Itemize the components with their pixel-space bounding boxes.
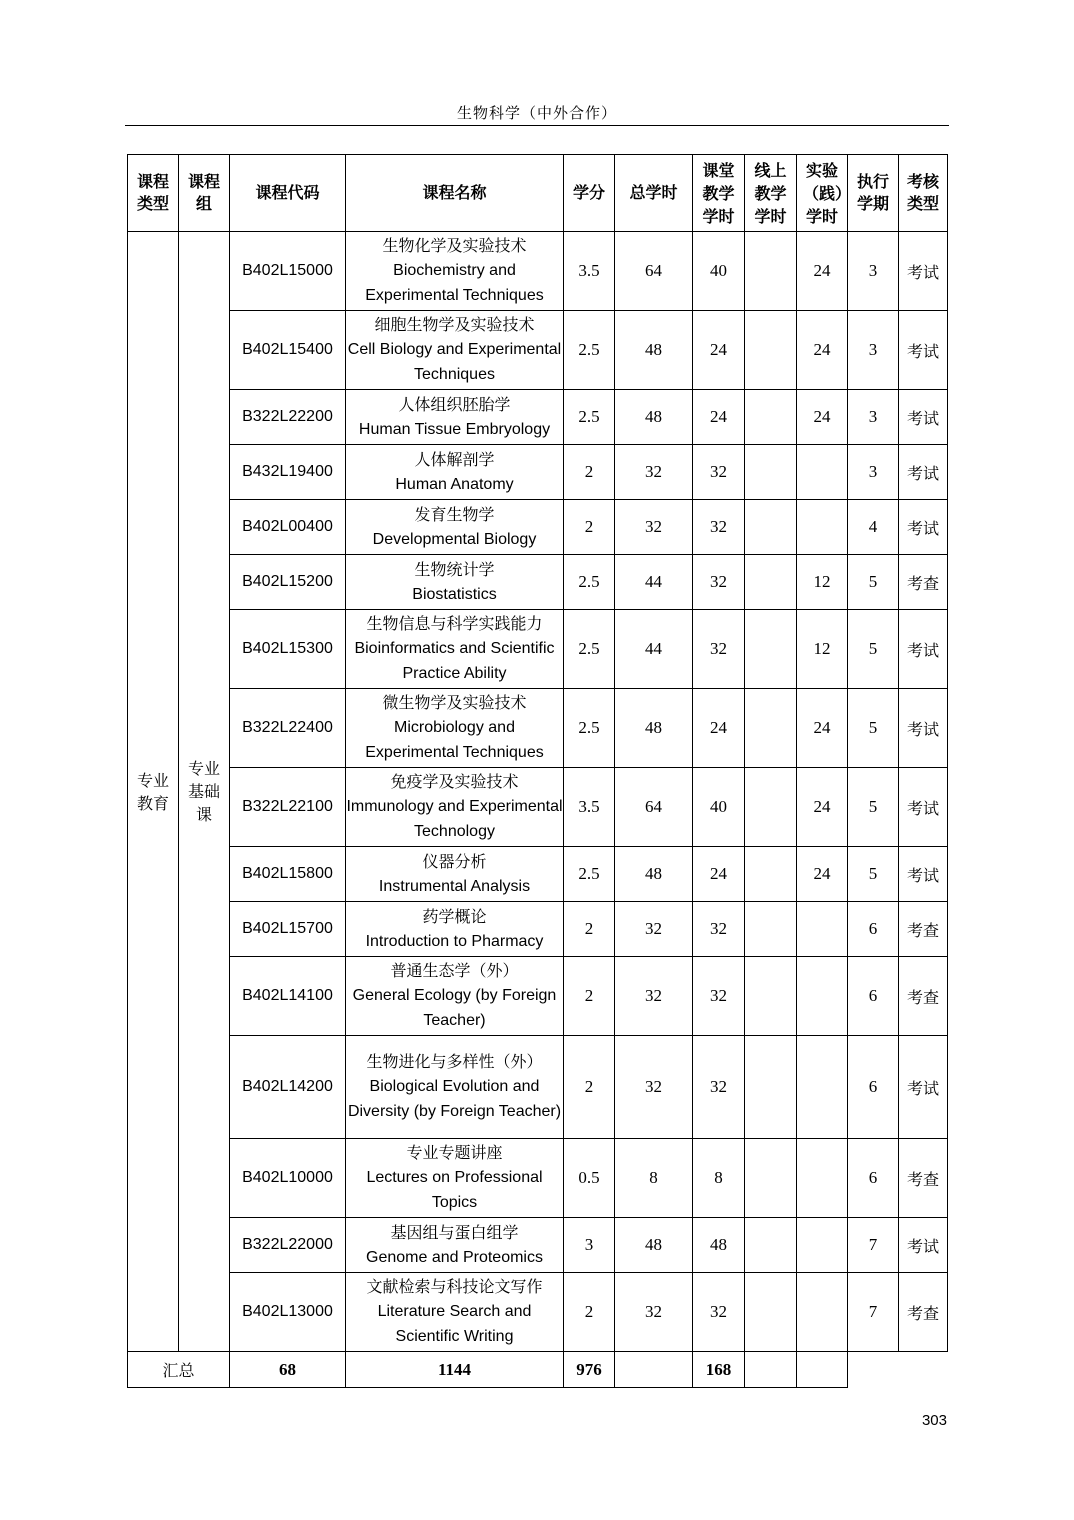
course-online-hours xyxy=(745,902,797,957)
course-online-hours xyxy=(745,311,797,390)
course-semester: 7 xyxy=(848,1218,899,1273)
course-credit: 2.5 xyxy=(564,610,615,689)
course-name-en: Literature Search and Scientific Writing xyxy=(377,1303,532,1345)
course-name-en: Human Tissue Embryology xyxy=(358,420,551,438)
table-row xyxy=(128,311,948,390)
total-total-hours: 1144 xyxy=(346,1352,564,1388)
course-name xyxy=(346,500,564,555)
col-header-credit: 学分 xyxy=(564,155,615,232)
course-name xyxy=(346,847,564,902)
course-total-hours: 48 xyxy=(615,689,693,768)
total-semester xyxy=(745,1352,797,1388)
course-semester: 3 xyxy=(848,232,899,311)
course-exam-type: 考查 xyxy=(899,902,948,957)
course-code: B402L15300 xyxy=(230,610,346,689)
course-class-hours: 24 xyxy=(693,689,745,768)
course-code: B322L22200 xyxy=(230,390,346,445)
course-online-hours xyxy=(745,1218,797,1273)
course-code: B402L15000 xyxy=(230,232,346,311)
course-credit: 3.5 xyxy=(564,768,615,847)
course-lab-hours: 12 xyxy=(797,555,848,610)
table-row xyxy=(128,1139,948,1218)
course-code: B402L15200 xyxy=(230,555,346,610)
course-name-cn: 细胞生物学及实验技术 xyxy=(374,315,535,334)
course-name xyxy=(346,1036,564,1139)
course-class-hours: 32 xyxy=(693,1036,745,1139)
course-name xyxy=(346,902,564,957)
course-online-hours xyxy=(745,689,797,768)
course-credit: 3 xyxy=(564,1218,615,1273)
course-exam-type: 考查 xyxy=(899,1139,948,1218)
course-class-hours: 32 xyxy=(693,500,745,555)
table-row xyxy=(128,610,948,689)
course-code: B402L14100 xyxy=(230,957,346,1036)
total-class-hours: 976 xyxy=(564,1352,615,1388)
course-name-cn: 普通生态学（外） xyxy=(390,961,519,980)
course-name-en: Genome and Proteomics xyxy=(366,1248,543,1266)
course-name xyxy=(346,445,564,500)
course-exam-type: 考试 xyxy=(899,768,948,847)
course-code: B402L10000 xyxy=(230,1139,346,1218)
course-semester: 5 xyxy=(848,768,899,847)
table-header-row xyxy=(128,155,948,232)
col-header-group: 课程组 xyxy=(179,155,230,232)
course-name xyxy=(346,1218,564,1273)
course-name xyxy=(346,555,564,610)
course-lab-hours: 24 xyxy=(797,768,848,847)
col-header-name: 课程名称 xyxy=(346,155,564,232)
course-total-hours: 64 xyxy=(615,232,693,311)
course-name xyxy=(346,1139,564,1218)
course-class-hours: 32 xyxy=(693,445,745,500)
course-exam-type: 考试 xyxy=(899,500,948,555)
course-class-hours: 32 xyxy=(693,610,745,689)
col-header-class-hours: 课堂教学学时 xyxy=(693,155,745,232)
course-credit: 2 xyxy=(564,500,615,555)
course-name xyxy=(346,610,564,689)
col-header-type: 课程类型 xyxy=(128,155,179,232)
course-online-hours xyxy=(745,445,797,500)
course-code: B322L22000 xyxy=(230,1218,346,1273)
course-name-en: Lectures on Professional Topics xyxy=(366,1169,543,1211)
col-header-total-hours: 总学时 xyxy=(615,155,693,232)
course-credit: 2.5 xyxy=(564,847,615,902)
course-exam-type: 考查 xyxy=(899,555,948,610)
course-code: B402L13000 xyxy=(230,1273,346,1352)
course-credit: 0.5 xyxy=(564,1139,615,1218)
course-exam-type: 考试 xyxy=(899,610,948,689)
course-credit: 2.5 xyxy=(564,311,615,390)
course-name-cn: 人体解剖学 xyxy=(414,449,495,469)
course-class-hours: 48 xyxy=(693,1218,745,1273)
page-header-title: 生物科学（中外合作） xyxy=(456,104,617,122)
course-credit: 2.5 xyxy=(564,689,615,768)
course-name-en: Introduction to Pharmacy xyxy=(365,932,544,950)
course-exam-type: 考试 xyxy=(899,311,948,390)
course-name xyxy=(346,689,564,768)
course-name-en: Bioinformatics and Scientific Practice Ability xyxy=(354,640,555,682)
course-table xyxy=(127,154,948,1388)
course-name-cn: 微生物学及实验技术 xyxy=(382,693,527,712)
course-total-hours: 48 xyxy=(615,847,693,902)
course-total-hours: 8 xyxy=(615,1139,693,1218)
course-credit: 2 xyxy=(564,1036,615,1139)
table-row xyxy=(128,555,948,610)
course-total-hours: 32 xyxy=(615,957,693,1036)
col-header-semester: 执行学期 xyxy=(848,155,899,232)
course-online-hours xyxy=(745,768,797,847)
course-online-hours xyxy=(745,957,797,1036)
course-name xyxy=(346,957,564,1036)
course-semester: 6 xyxy=(848,957,899,1036)
col-header-online-hours: 线上教学学时 xyxy=(745,155,797,232)
course-class-hours: 40 xyxy=(693,768,745,847)
course-exam-type: 考试 xyxy=(899,847,948,902)
course-lab-hours xyxy=(797,1139,848,1218)
course-name-cn: 免疫学及实验技术 xyxy=(390,772,519,791)
course-name-cn: 生物统计学 xyxy=(414,559,495,579)
course-lab-hours xyxy=(797,1273,848,1352)
course-name-cn: 生物信息与科学实践能力 xyxy=(366,614,543,633)
course-code: B402L00400 xyxy=(230,500,346,555)
course-name xyxy=(346,311,564,390)
table-row xyxy=(128,768,948,847)
course-lab-hours xyxy=(797,445,848,500)
course-class-hours: 8 xyxy=(693,1139,745,1218)
course-class-hours: 40 xyxy=(693,232,745,311)
course-class-hours: 32 xyxy=(693,902,745,957)
course-lab-hours xyxy=(797,957,848,1036)
course-online-hours xyxy=(745,232,797,311)
course-online-hours xyxy=(745,610,797,689)
course-semester: 7 xyxy=(848,1273,899,1352)
course-name-cn: 生物进化与多样性（外） xyxy=(366,1052,543,1071)
course-credit: 2 xyxy=(564,445,615,500)
course-code: B402L15700 xyxy=(230,902,346,957)
page-number: 303 xyxy=(921,1412,947,1429)
course-class-hours: 32 xyxy=(693,1273,745,1352)
course-total-hours: 44 xyxy=(615,555,693,610)
course-class-hours: 32 xyxy=(693,957,745,1036)
course-name-en: Microbiology and Experimental Techniques xyxy=(365,719,544,761)
course-name xyxy=(346,1273,564,1352)
col-header-code: 课程代码 xyxy=(230,155,346,232)
course-lab-hours xyxy=(797,1036,848,1139)
header-divider xyxy=(125,125,949,126)
course-code: B322L22100 xyxy=(230,768,346,847)
course-lab-hours xyxy=(797,902,848,957)
course-name-en: Biostatistics xyxy=(412,585,497,603)
course-lab-hours: 24 xyxy=(797,232,848,311)
course-online-hours xyxy=(745,847,797,902)
course-credit: 2 xyxy=(564,957,615,1036)
course-name xyxy=(346,232,564,311)
course-class-hours: 32 xyxy=(693,555,745,610)
table-row xyxy=(128,689,948,768)
course-code: B402L15800 xyxy=(230,847,346,902)
course-name-cn: 文献检索与科技论文写作 xyxy=(366,1277,543,1296)
table-row xyxy=(128,500,948,555)
course-total-hours: 48 xyxy=(615,1218,693,1273)
course-exam-type: 考试 xyxy=(899,232,948,311)
course-total-hours: 48 xyxy=(615,390,693,445)
course-name-en: Human Anatomy xyxy=(395,475,514,493)
course-semester: 5 xyxy=(848,689,899,768)
course-online-hours xyxy=(745,1273,797,1352)
course-total-hours: 44 xyxy=(615,610,693,689)
course-semester: 5 xyxy=(848,610,899,689)
course-semester: 5 xyxy=(848,847,899,902)
course-total-hours: 48 xyxy=(615,311,693,390)
course-code: B402L15400 xyxy=(230,311,346,390)
table-row xyxy=(128,1218,948,1273)
table-row xyxy=(128,847,948,902)
table-row xyxy=(128,902,948,957)
course-online-hours xyxy=(745,390,797,445)
course-total-hours: 64 xyxy=(615,768,693,847)
course-class-hours: 24 xyxy=(693,390,745,445)
table-row xyxy=(128,445,948,500)
course-name-en: Cell Biology and Experimental Techniques xyxy=(347,341,562,383)
total-credit: 68 xyxy=(230,1352,346,1388)
course-exam-type: 考查 xyxy=(899,957,948,1036)
course-name-en: Biological Evolution and Diversity (by Foreign Teacher) xyxy=(347,1078,562,1120)
course-semester: 3 xyxy=(848,311,899,390)
course-lab-hours: 24 xyxy=(797,390,848,445)
course-name-en: Immunology and Experimental Technology xyxy=(346,798,563,840)
course-class-hours: 24 xyxy=(693,847,745,902)
course-code: B402L14200 xyxy=(230,1036,346,1139)
course-lab-hours: 24 xyxy=(797,689,848,768)
course-lab-hours: 12 xyxy=(797,610,848,689)
course-total-hours: 32 xyxy=(615,1273,693,1352)
course-credit: 2.5 xyxy=(564,555,615,610)
course-name-cn: 仪器分析 xyxy=(422,851,487,871)
table-row xyxy=(128,957,948,1036)
course-online-hours xyxy=(745,1139,797,1218)
total-online-hours xyxy=(615,1352,693,1388)
course-total-hours: 32 xyxy=(615,1036,693,1139)
course-semester: 6 xyxy=(848,1036,899,1139)
course-name-en: Instrumental Analysis xyxy=(378,877,531,895)
course-semester: 3 xyxy=(848,445,899,500)
course-group-cell: 专业基础课 xyxy=(179,232,230,1352)
course-credit: 3.5 xyxy=(564,232,615,311)
course-name-cn: 发育生物学 xyxy=(414,504,495,524)
course-name xyxy=(346,390,564,445)
course-exam-type: 考试 xyxy=(899,689,948,768)
course-exam-type: 考试 xyxy=(899,445,948,500)
course-semester: 6 xyxy=(848,1139,899,1218)
course-exam-type: 考试 xyxy=(899,390,948,445)
course-name-cn: 基因组与蛋白组学 xyxy=(390,1222,519,1242)
course-lab-hours: 24 xyxy=(797,311,848,390)
course-type-cell: 专业教育 xyxy=(128,232,179,1352)
course-name-cn: 人体组织胚胎学 xyxy=(398,394,511,414)
table-row xyxy=(128,1273,948,1352)
table-row xyxy=(128,390,948,445)
course-online-hours xyxy=(745,1036,797,1139)
table-row xyxy=(128,1036,948,1139)
course-code: B322L22400 xyxy=(230,689,346,768)
course-name-cn: 药学概论 xyxy=(422,906,487,926)
course-online-hours xyxy=(745,555,797,610)
course-online-hours xyxy=(745,500,797,555)
total-exam-type xyxy=(797,1352,848,1388)
course-credit: 2 xyxy=(564,1273,615,1352)
course-code: B432L19400 xyxy=(230,445,346,500)
course-lab-hours xyxy=(797,500,848,555)
course-name-cn: 生物化学及实验技术 xyxy=(382,236,527,255)
course-name-en: General Ecology (by Foreign Teacher) xyxy=(352,987,557,1029)
course-name-en: Biochemistry and Experimental Techniques xyxy=(365,262,544,304)
course-semester: 5 xyxy=(848,555,899,610)
course-class-hours: 24 xyxy=(693,311,745,390)
course-name-en: Developmental Biology xyxy=(372,530,537,548)
course-semester: 6 xyxy=(848,902,899,957)
col-header-exam: 考核类型 xyxy=(899,155,948,232)
course-credit: 2 xyxy=(564,902,615,957)
total-row xyxy=(128,1352,948,1388)
total-lab-hours: 168 xyxy=(693,1352,745,1388)
course-exam-type: 考试 xyxy=(899,1036,948,1139)
course-total-hours: 32 xyxy=(615,445,693,500)
course-credit: 2.5 xyxy=(564,390,615,445)
course-name-cn: 专业专题讲座 xyxy=(406,1143,503,1162)
course-exam-type: 考查 xyxy=(899,1273,948,1352)
table-row xyxy=(128,232,948,311)
course-total-hours: 32 xyxy=(615,902,693,957)
course-name xyxy=(346,768,564,847)
course-semester: 3 xyxy=(848,390,899,445)
course-lab-hours: 24 xyxy=(797,847,848,902)
col-header-lab-hours: 实验（践）学时 xyxy=(797,155,848,232)
course-exam-type: 考试 xyxy=(899,1218,948,1273)
course-semester: 4 xyxy=(848,500,899,555)
total-label: 汇总 xyxy=(128,1352,230,1388)
course-lab-hours xyxy=(797,1218,848,1273)
course-total-hours: 32 xyxy=(615,500,693,555)
